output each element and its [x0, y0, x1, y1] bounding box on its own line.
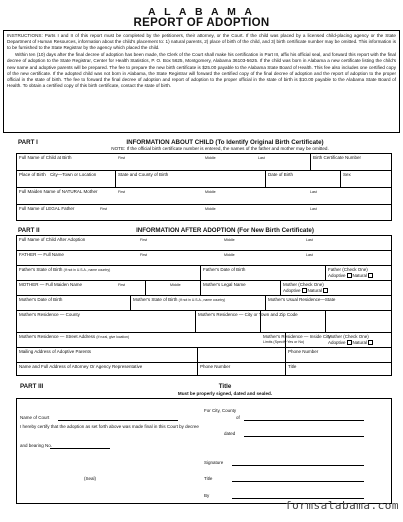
- father-adoptive-checkbox[interactable]: [347, 273, 352, 278]
- bearing-no-label: and bearing No.: [20, 443, 53, 448]
- signature-line[interactable]: [232, 465, 364, 466]
- part-1-label: PART I: [18, 139, 38, 146]
- mother-adoptive-checkbox[interactable]: [347, 340, 352, 345]
- father-date-of-birth-field[interactable]: Father's Date of Birth: [203, 267, 246, 272]
- city-town-label: City—Town or Location: [50, 172, 97, 177]
- dated-line[interactable]: [244, 436, 364, 437]
- date-of-birth-field[interactable]: Date of Birth: [268, 172, 294, 177]
- child-full-name-field[interactable]: Full Name of Child at Birth: [19, 155, 72, 160]
- phone-number-field[interactable]: Phone Number: [288, 349, 319, 354]
- attorney-phone-field[interactable]: Phone Number: [200, 364, 231, 369]
- place-of-birth-field[interactable]: Place of Birth: [19, 172, 46, 177]
- instructions-paragraph-1: INSTRUCTIONS: Parts I and II of this report must be completed by the petitioners, their attorney, or the Court. If the child was placed by a licensed child-placing agency or the State Department of Human Resources, information about the child's placement to: 1) natural parents, 2) place of birth of the child, and 3) birth certificate number may be omitted. This information is to be furnished to the State Registrar by the agency which placed the child.: [7, 33, 396, 51]
- attorney-agency-field[interactable]: Name and Full Address of Attorney Or Agency Representative: [19, 364, 143, 369]
- mother-check-one-top-label: Mother (Check One): [283, 282, 324, 287]
- adopt-first-label: First: [140, 238, 147, 242]
- mother-maiden-name-field[interactable]: MOTHER — Full Maiden Name: [19, 282, 83, 287]
- part-2-table: [16, 235, 392, 376]
- inside-city-limits-field[interactable]: Mother's Residence — Inside City: [263, 334, 331, 339]
- father-middle-label: Middle: [205, 206, 216, 211]
- bearing-no-line[interactable]: [50, 448, 110, 449]
- part-1-title: INFORMATION ABOUT CHILD (To Identify Original Birth Certificate): [126, 139, 324, 146]
- father-type-options: Adoptive Natural: [328, 273, 374, 278]
- form-title: REPORT OF ADOPTION: [133, 17, 270, 29]
- father-first-label: First: [100, 206, 107, 211]
- for-city-county-label: For City, County: [204, 408, 237, 413]
- child-last-label: Last: [258, 155, 265, 160]
- father2-middle-label: Middle: [224, 253, 235, 257]
- legal-father-name-field[interactable]: Full Name of LEGAL Father: [19, 206, 75, 211]
- mother-residence-city-field[interactable]: Mother's Residence — City or Town and Zip Code: [198, 312, 298, 317]
- father-natural-checkbox[interactable]: [368, 273, 373, 278]
- part-1-note: NOTE: If the official birth certificate number is entered, the names of the father and mother may be omitted.: [111, 146, 329, 151]
- child-middle-label: Middle: [205, 155, 216, 160]
- certify-statement: I hereby certify that the adoption as set forth above was made final in this Court by decree: [20, 424, 199, 429]
- father2-last-label: Last: [306, 253, 313, 257]
- mother-check-one-label: Mother (Check One): [328, 334, 369, 339]
- instructions-paragraph-2: Within ten (10) days after the final decree of adoption has been made, the Clerk of the Court shall make his certification in Part III, affix his official seal, and forward this report with the final decree of adoption to the State Registrar, Center for Health Statistics, P. O. Box 5625, Montgomery, Alabama 36103-5625. If the child was born in Alabama a new certificate listing the child's new name and adoptive parents will be prepared. The fee to prepare the new birth certificate is $25.00 payable to the Alabama State Board of Health. This fee also includes one certified copy of the new certificate. If the adopted child was not born in Alabama, the State Registrar will forward the certified copy of the final decree of adoption and the report of adoption to the proper official in the state of birth. The fee to forward the final decree of adoption and report of adoption to the proper official in the state of birth is $10.00 payable to the Alabama State Board of Health. To obtain a certified copy of this birth certificate, contact the state of birth.: [7, 52, 396, 89]
- city-county-line[interactable]: [244, 420, 364, 421]
- natural-mother-maiden-name-field[interactable]: Full Maiden Name of NATURAL Mother: [19, 189, 98, 194]
- of-label: of: [236, 415, 240, 420]
- mother-state-of-birth-field[interactable]: Mother's State of Birth (If not in U.S.A., name country): [133, 297, 226, 302]
- mother-last-label: Last: [310, 189, 317, 194]
- signature-label: Signature: [204, 460, 224, 465]
- inside-city-note: Limits (Specify Yes or No): [263, 340, 305, 344]
- instructions-box: [3, 30, 400, 133]
- seal-label: (Seal): [84, 476, 97, 481]
- father-full-name-field[interactable]: FATHER — Full Name: [19, 252, 64, 257]
- adopt-middle-label: Middle: [224, 238, 235, 242]
- mother-usual-residence-state-field[interactable]: Mother's Usual Residence—State: [268, 297, 336, 302]
- by-label: By: [204, 493, 210, 498]
- father-check-one-label: Father (Check One): [328, 267, 368, 272]
- mother-adoptive-checkbox-top[interactable]: [302, 288, 307, 293]
- mother2-first-label: First: [118, 283, 125, 287]
- mother-first-label: First: [118, 189, 125, 194]
- court-name-line[interactable]: [58, 420, 178, 421]
- mother-legal-name-field[interactable]: Mother's Legal Name: [203, 282, 246, 287]
- mother-natural-checkbox[interactable]: [368, 340, 373, 345]
- mother-date-of-birth-field[interactable]: Mother's Date of Birth: [19, 297, 63, 302]
- mother-residence-county-field[interactable]: Mother's Residence — County: [19, 312, 80, 317]
- adopt-last-label: Last: [306, 238, 313, 242]
- watermark: formsalabama.com: [285, 499, 399, 512]
- part-3-box: [16, 398, 392, 504]
- sex-field[interactable]: Sex: [343, 172, 351, 177]
- mother2-middle-label: Middle: [170, 283, 181, 287]
- dated-label: dated: [224, 431, 236, 436]
- birth-certificate-number-field[interactable]: Birth Certificate Number: [313, 155, 362, 160]
- mother-natural-checkbox-top[interactable]: [323, 288, 328, 293]
- part-3-label: PART III: [20, 383, 44, 390]
- child-first-label: First: [118, 155, 125, 160]
- father-state-of-birth-field[interactable]: Father's State of Birth (If not in U.S.A., name country): [19, 267, 111, 272]
- mother-type-options-top: Adoptive Natural: [283, 288, 329, 293]
- mother-middle-label: Middle: [205, 189, 216, 194]
- state-county-of-birth-field[interactable]: State and County of Birth: [118, 172, 169, 177]
- part-3-title: Title: [218, 383, 232, 390]
- father-last-label: Last: [310, 206, 317, 211]
- part-2-label: PART II: [18, 227, 40, 234]
- attorney-title-field[interactable]: Title: [288, 364, 297, 369]
- name-of-court-label: Name of Court: [20, 415, 50, 420]
- father2-first-label: First: [140, 253, 147, 257]
- mailing-address-field[interactable]: Mailing Address of Adoptive Parents: [19, 349, 92, 354]
- part-2-title: INFORMATION AFTER ADOPTION (For New Birth Certificate): [136, 227, 314, 234]
- title-label: Title: [204, 476, 213, 481]
- mother-type-options: Adoptive Natural: [328, 340, 374, 345]
- title-line[interactable]: [232, 481, 364, 482]
- child-name-after-adoption-field[interactable]: Full Name of Child After Adoption: [19, 237, 86, 242]
- state-heading: A L A B A M A: [147, 6, 256, 18]
- part-3-subtitle: Must be properly signed, dated and sealed.: [177, 391, 273, 396]
- mother-residence-street-field[interactable]: Mother's Residence — Street Address (If rural, give location): [19, 334, 130, 339]
